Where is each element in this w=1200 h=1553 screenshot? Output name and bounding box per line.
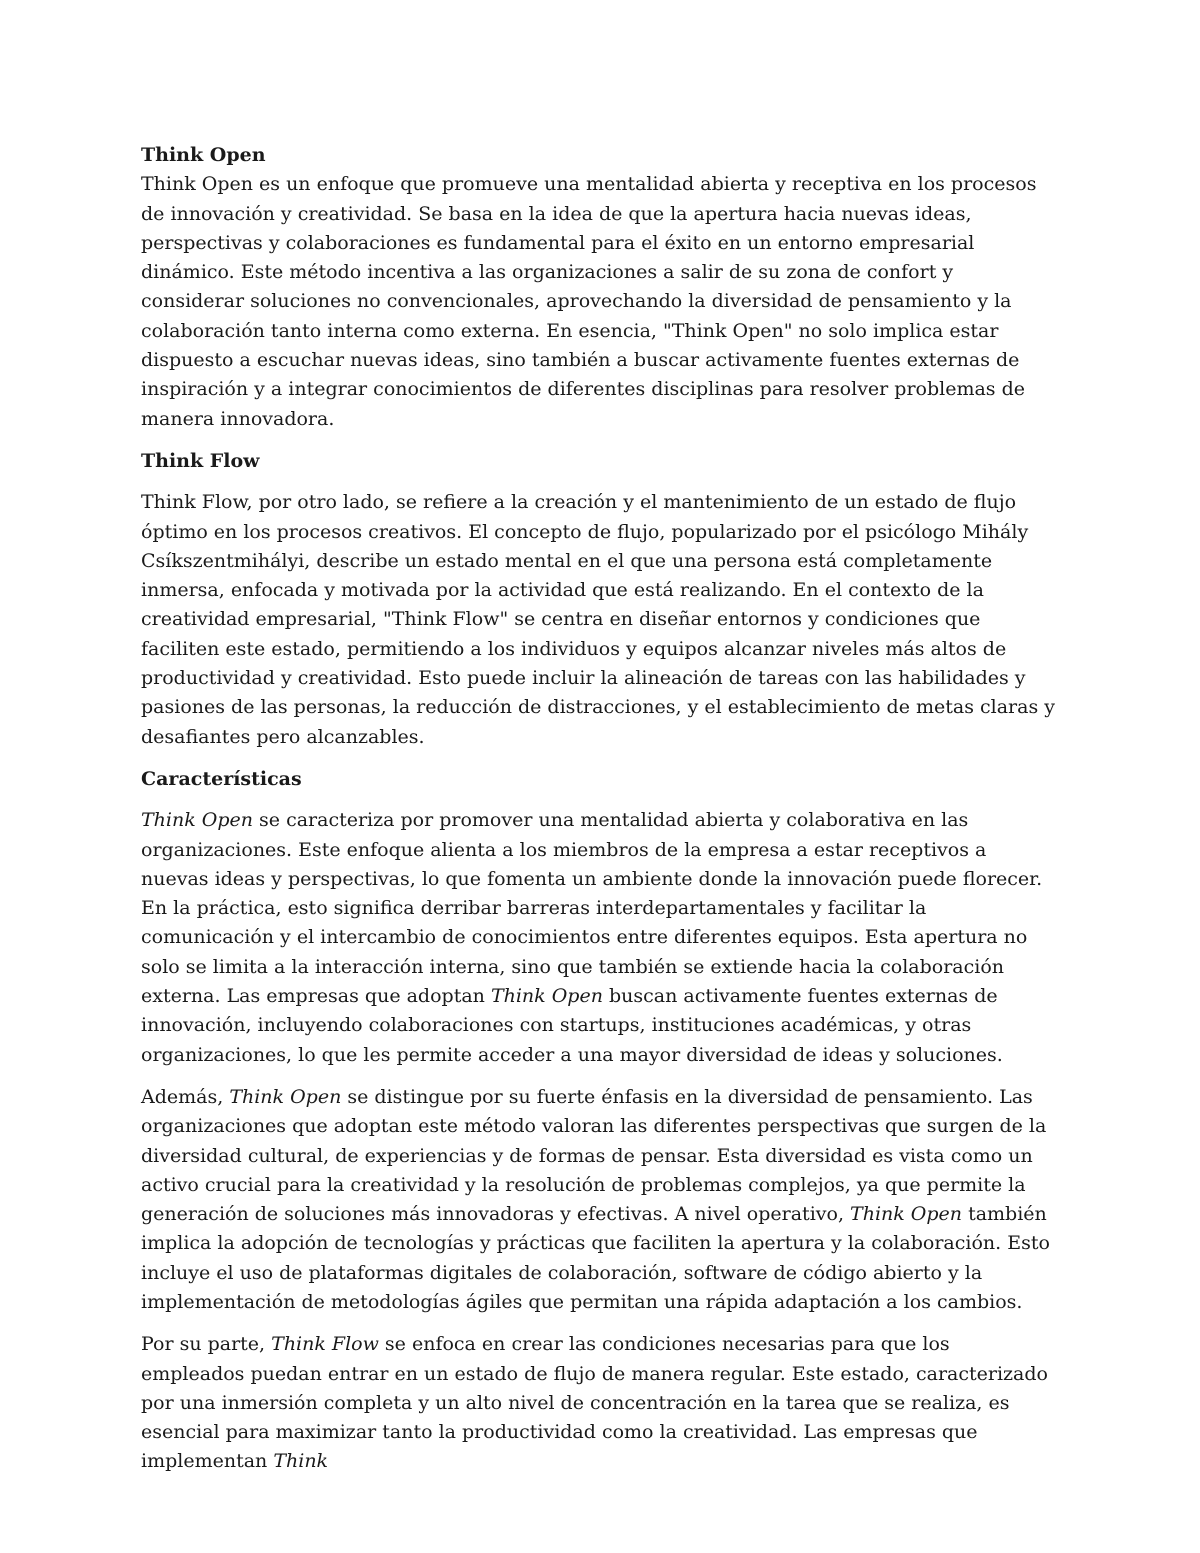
italic-term: Think Open (490, 985, 603, 1008)
paragraph-caracteristicas-2 (141, 1083, 1059, 1317)
heading-think-flow: Think Flow (141, 449, 260, 472)
paragraph-think-flow: Think Flow, por otro lado, se refiere a la creación y el mantenimiento de un estado de flujo óptimo en los procesos creativos. El concepto de flujo, popularizado por el psicólogo Mihály Csíkszentmihályi, describe un estado mental en el que una persona está completamente inmersa, enfocada y motivada por la actividad que está realizando. En el contexto de la creatividad empresarial, "Think Flow" se centra en diseñar entornos y condiciones que faciliten este estado, permitiendo a los individuos y equipos alcanzar niveles más altos de productividad y creatividad. Esto puede incluir la alineación de tareas con las habilidades y pasiones de las personas, la reducción de distracciones, y el establecimiento de metas claras y desafiantes pero alcanzables. (141, 491, 1055, 748)
italic-term: Think Flow (271, 1333, 379, 1356)
paragraph-think-open: Think Open es un enfoque que promueve una mentalidad abierta y receptiva en los procesos de innovación y creatividad. Se basa en la idea de que la apertura hacia nuevas ideas, perspectivas y colaboraciones es fundamental para el éxito en un entorno empresarial dinámico. Este método incentiva a las organizaciones a salir de su zona de confort y considerar soluciones no convencionales, aprovechando la diversidad de pensamiento y la colaboración tanto interna como externa. En esencia, "Think Open" no solo implica estar dispuesto a escuchar nuevas ideas, sino también a buscar activamente fuentes externas de inspiración y a integrar conocimientos de diferentes disciplinas para resolver problemas de manera innovadora. (141, 173, 1037, 430)
paragraph-caracteristicas-3 (141, 1330, 1059, 1476)
text-run: Por su parte, (141, 1333, 272, 1356)
heading-caracteristicas: Características (141, 767, 302, 790)
text-run: buscan activamente fuentes externas de innovación, incluyendo colaboraciones con startups, instituciones académicas, y otras organizaciones, lo que les permite acceder a una mayor diversidad de ideas y soluciones. (141, 985, 1003, 1066)
italic-term: Think (273, 1450, 329, 1473)
text-run: Además, (141, 1085, 230, 1108)
italic-term: Think Open (141, 809, 253, 832)
text-run: también implica la adopción de tecnologías y prácticas que faciliten la apertura y la colaboración. Esto incluye el uso de plataformas digitales de colaboración, software de código abierto y la implementación de metodologías ágiles que permitan una rápida adaptación a los cambios. (141, 1203, 1050, 1313)
italic-term: Think Open (229, 1085, 342, 1108)
text-run: se distingue por su fuerte énfasis en la diversidad de pensamiento. Las organizaciones que adoptan este método valoran las diferentes perspectivas que surgen de la diversidad cultural, de experiencias y de formas de pensar. Esta diversidad es vista como un activo crucial para la creatividad y la resolución de problemas complejos, ya que permite la generación de soluciones más innovadoras y efectivas. A nivel operativo, (141, 1085, 1047, 1226)
text-run: se caracteriza por promover una mentalidad abierta y colaborativa en las organizaciones. Este enfoque alienta a los miembros de la empresa a estar receptivos a nuevas ideas y perspectivas, lo que fomenta un ambiente donde la innovación puede florecer. En la práctica, esto significa derribar barreras interdepartamentales y facilitar la comunicación y el intercambio de conocimientos entre diferentes equipos. Esta apertura no solo se limita a la interacción interna, sino que también se extiende hacia la colaboración externa. Las empresas que adoptan (141, 809, 1043, 1008)
text-run: se enfoca en crear las condiciones necesarias para que los empleados puedan entrar en un estado de flujo de manera regular. Este estado, caracterizado por una inmersión completa y un alto nivel de concentración en la tarea que se realiza, es esencial para maximizar tanto la productividad como la creatividad. Las empresas que implementan (141, 1333, 1048, 1473)
heading-think-open: Think Open (141, 144, 266, 166)
italic-term: Think Open (850, 1203, 963, 1226)
document-body (141, 141, 1059, 1477)
paragraph-caracteristicas-1 (141, 806, 1059, 1070)
